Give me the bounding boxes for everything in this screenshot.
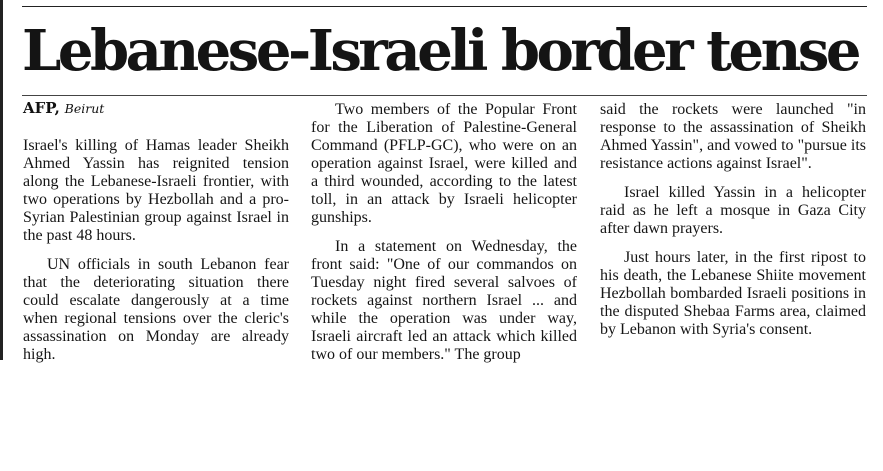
article-paragraph: Just hours later, in the first ripost to his death, the Lebanese Shiite movement Hezbollah bombarded Israeli positions in the disputed Shebaa Farms area, claimed by Lebanon with Syria's consent.	[600, 249, 866, 338]
article-paragraph: said the rockets were launched "in response to the assassination of Sheikh Ahmed Yassin", and vowed to "pursue its resistance actions against Israel".	[600, 101, 866, 172]
article-column-1	[23, 137, 289, 375]
top-rule	[22, 6, 867, 7]
article-column-3	[600, 101, 866, 350]
headline-rule	[22, 95, 867, 96]
article-paragraph: Israel's killing of Hamas leader Sheikh Ahmed Yassin has reignited tension along the Lebanese-Israeli frontier, with two operations by Hezbollah and a pro-Syrian Palestinian group against Israel in the past 48 hours.	[23, 137, 289, 244]
byline-dateline: Beirut	[64, 101, 105, 116]
article-column-2	[311, 101, 577, 375]
left-edge-rule	[0, 0, 3, 360]
article-paragraph: Two members of the Popular Front for the Liberation of Palestine-General Command (PFLP-GC), who were on an operation against Israel, were killed and a third wounded, according to the latest toll, in an attack by Israeli helicopter gunships.	[311, 101, 577, 226]
headline: Lebanese-Israeli border tense	[22, 18, 859, 84]
article-paragraph: UN officials in south Lebanon fear that the deteriorating situation there could escalate dangerously at a time when regional tensions over the cleric's assassination on Monday are already high.	[23, 256, 289, 363]
article-paragraph: In a statement on Wednesday, the front said: "One of our commandos on Tuesday night fired several salvoes of rockets against northern Israel ... and while the operation was under way, Israeli aircraft led an attack which killed two of our members." The group	[311, 238, 577, 363]
byline-agency: AFP,	[23, 99, 60, 117]
byline	[23, 98, 104, 119]
article-paragraph: Israel killed Yassin in a helicopter raid as he left a mosque in Gaza City after dawn prayers.	[600, 184, 866, 237]
